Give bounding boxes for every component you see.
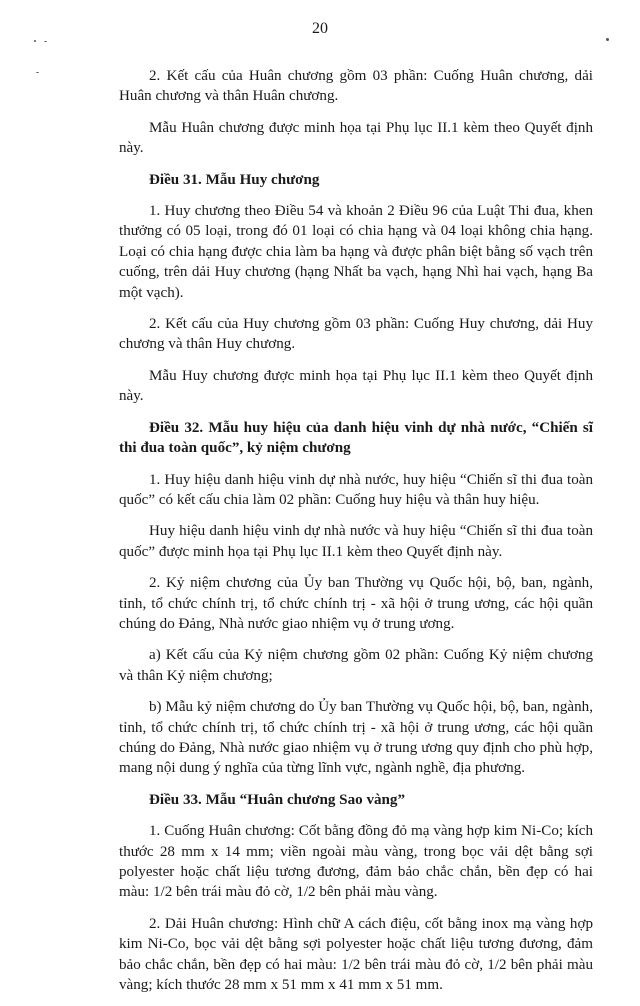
paragraph: 2. Dải Huân chương: Hình chữ A cách điệu, cốt bằng inox mạ vàng hợp kim Ni-Co, bọc vải dệt bằng sợi polyester hoặc chất liệu tương đương, đảm bảo chắc chắn, bền đẹp có hai màu: 1/2 bên trái màu đỏ cờ, 1/2 bên phải màu vàng; kích thước 28 mm x 51 mm x 41 mm x 51 mm.	[119, 915, 593, 994]
paragraph: Mẫu Huân chương được minh họa tại Phụ lục II.1 kèm theo Quyết định này.	[119, 119, 593, 157]
paragraph: Huy hiệu danh hiệu vinh dự nhà nước và huy hiệu “Chiến sĩ thi đua toàn quốc” được minh họa tại Phụ lục II.1 kèm theo Quyết định này.	[119, 523, 593, 560]
scan-speck	[36, 72, 39, 73]
article-heading: Điều 32. Mẫu huy hiệu của danh hiệu vinh dự nhà nước, “Chiến sĩ thi đua toàn quốc”, kỷ niệm chương	[119, 419, 593, 457]
paragraph: 2. Kết cấu của Huân chương gồm 03 phần: Cuống Huân chương, dải Huân chương và thân Huân chương.	[119, 68, 593, 105]
document-body	[119, 66, 593, 1006]
paragraph: 2. Kết cấu của Huy chương gồm 03 phần: Cuống Huy chương, dải Huy chương và thân Huy chương.	[119, 316, 593, 353]
paragraph: 1. Huy hiệu danh hiệu vinh dự nhà nước, huy hiệu “Chiến sĩ thi đua toàn quốc” có kết cấu chia làm 02 phần: Cuống huy hiệu và thân huy hiệu.	[119, 471, 593, 508]
paragraph: 1. Huy chương theo Điều 54 và khoản 2 Điều 96 của Luật Thi đua, khen thưởng có 05 loại, trong đó 01 loại có chia hạng và 04 loại không chia hạng. Loại có chia hạng được chia làm ba hạng và được phân biệt bằng số vạch trên cuống, trên dải Huy chương (hạng Nhất ba vạch, hạng Nhì hai vạch, hạng Ba một vạch).	[119, 203, 593, 301]
paragraph: b) Mẫu kỷ niệm chương do Ủy ban Thường vụ Quốc hội, bộ, ban, ngành, tỉnh, tổ chức chính trị, tổ chức chính trị - xã hội ở trung ương, các hội quần chúng do Đảng, Nhà nước giao nhiệm vụ ở trung ương quy định cho phù hợp, mang nội dung ý nghĩa của từng lĩnh vực, ngành nghề, địa phương.	[119, 699, 593, 777]
article-heading: Điều 31. Mẫu Huy chương	[149, 171, 320, 188]
paragraph: 1. Cuống Huân chương: Cốt bằng đồng đỏ mạ vàng hợp kim Ni-Co; kích thước 28 mm x 14 mm; viền ngoài màu vàng, trong bọc vải dệt bằng sợi polyester hoặc chất liệu tương đương, đảm bảo chắc chắn, bền đẹp có hai màu: 1/2 bên trái màu đỏ cờ, 1/2 bên phải màu vàng.	[119, 823, 593, 901]
article-heading: Điều 33. Mẫu “Huân chương Sao vàng”	[149, 791, 406, 808]
scan-speck	[44, 41, 47, 42]
paragraph: Mẫu Huy chương được minh họa tại Phụ lục II.1 kèm theo Quyết định này.	[119, 367, 593, 405]
page-number: 20	[312, 20, 328, 37]
scan-speck	[34, 40, 36, 42]
paragraph: a) Kết cấu của Kỷ niệm chương gồm 02 phần: Cuống Kỷ niệm chương và thân Kỷ niệm chương;	[119, 647, 593, 684]
scan-speck	[606, 38, 609, 41]
paragraph: 2. Kỷ niệm chương của Ủy ban Thường vụ Quốc hội, bộ, ban, ngành, tỉnh, tổ chức chính trị, tổ chức chính trị - xã hội ở trung ương, các hội quần chúng do Đảng, Nhà nước giao nhiệm vụ ở trung ương.	[119, 575, 593, 632]
